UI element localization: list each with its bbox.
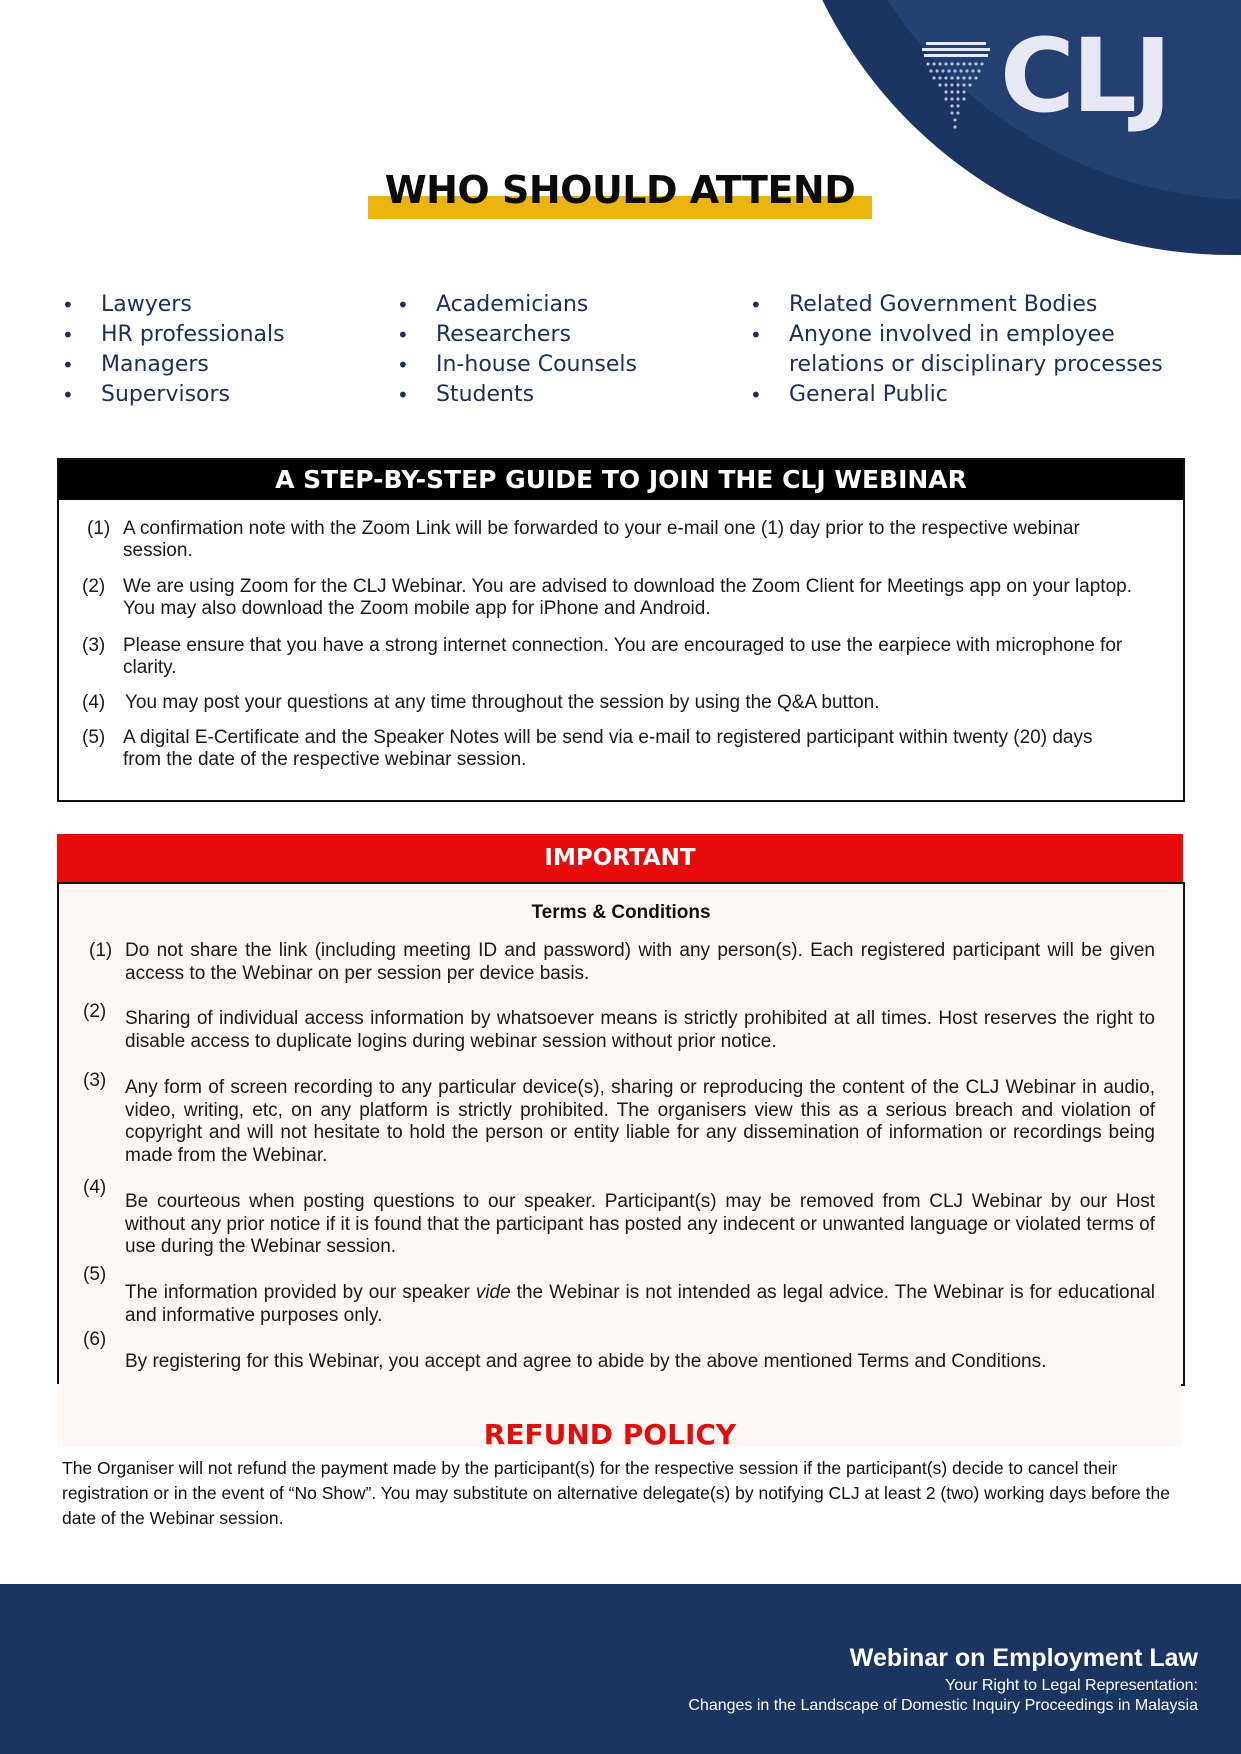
- terms-box: [57, 882, 1185, 1386]
- refund-policy-text: The Organiser will not refund the payment made by the participant(s) for the respective session if the participant(s) decide to cancel their registration or in the event of “No Show”. You may substitute on alternative delegate(s) by notifying CLJ at least 2 (two) working days before the date of the Webinar session.: [62, 1458, 1170, 1528]
- audience-column-2: [399, 290, 637, 410]
- audience-item: • Lawyers: [64, 290, 285, 320]
- step-text: Please ensure that you have a strong internet connection. You are encouraged to use the earpiece with microphone for clarity.: [123, 635, 1123, 678]
- audience-item: • Researchers: [399, 320, 637, 350]
- audience-item: • In-house Counsels: [399, 350, 637, 380]
- step-text: A digital E-Certificate and the Speaker Notes will be send via e-mail to registered participant within twenty (20) days from the date of the respective webinar session.: [123, 727, 1093, 770]
- step-text: You may post your questions at any time throughout the session by using the Q&A button.: [125, 692, 880, 713]
- audience-item: • HR professionals: [64, 320, 285, 350]
- term-text: Do not share the link (including meeting ID and password) with any person(s). Each registered participant will be given access to the Webinar on per session per device basis.: [125, 940, 1155, 984]
- term-number: (5): [83, 1264, 107, 1285]
- term-text: By registering for this Webinar, you accept and agree to abide by the above mentioned Terms and Conditions.: [125, 1351, 1047, 1372]
- term-number: (3): [83, 1070, 107, 1091]
- audience-column-3: [752, 290, 1182, 410]
- audience-item: • General Public: [752, 380, 1182, 410]
- audience-column-1: [64, 290, 285, 410]
- step-text: We are using Zoom for the CLJ Webinar. You are advised to download the Zoom Client for Meetings app on your laptop. You may also download the Zoom mobile app for iPhone and Android.: [123, 576, 1132, 619]
- terms-title: Terms & Conditions: [531, 902, 711, 923]
- audience-item: • Supervisors: [64, 380, 285, 410]
- audience-item: • Students: [399, 380, 637, 410]
- step-text: A confirmation note with the Zoom Link will be forwarded to your e-mail one (1) day prior to the respective webinar session.: [123, 518, 1080, 561]
- column-dots-icon: [920, 40, 992, 130]
- audience-item: • Academicians: [399, 290, 637, 320]
- term-number: (2): [83, 1001, 107, 1022]
- step-number: (4): [82, 692, 106, 713]
- important-header: IMPORTANT: [57, 834, 1183, 882]
- guide-title: A STEP-BY-STEP GUIDE TO JOIN THE CLJ WEBINAR: [59, 460, 1183, 500]
- term-text: Any form of screen recording to any particular device(s), sharing or reproducing the content of the CLJ Webinar in audio, video, writing, etc, on any platform is strictly prohibited. The organisers view this as a serious breach and violation of copyright and will not hesitate to hold the person or entity liable for any dissemination of information or recordings being made from the Webinar.: [125, 1077, 1155, 1166]
- step-number: (5): [82, 727, 106, 748]
- clj-logo: [920, 17, 1205, 136]
- webinar-subtitle-line1: Your Right to Legal Representation:: [945, 1677, 1198, 1694]
- footer-bar: [0, 1584, 1241, 1754]
- webinar-guide-box: [57, 458, 1185, 802]
- refund-policy-title: REFUND POLICY: [483, 1418, 737, 1451]
- term-text: Be courteous when posting questions to our speaker. Participant(s) may be removed from CLJ Webinar by our Host without any prior notice if it is found that the participant has posted any indecent or unwanted language or violated terms of use during the Webinar session.: [125, 1191, 1155, 1257]
- webinar-title: Webinar on Employment Law: [849, 1644, 1198, 1672]
- step-number: (3): [82, 635, 106, 656]
- term-number: (6): [83, 1329, 107, 1350]
- audience-item: • Anyone involved in employee relations or disciplinary processes: [752, 320, 1182, 380]
- logo-wordmark: CLJ: [1000, 17, 1169, 136]
- webinar-subtitle-line2: Changes in the Landscape of Domestic Inquiry Proceedings in Malaysia: [688, 1697, 1198, 1714]
- who-should-attend-title: WHO SHOULD ATTEND: [384, 168, 856, 212]
- audience-item: • Managers: [64, 350, 285, 380]
- step-number: (1): [87, 518, 111, 539]
- term-number: (1): [89, 940, 113, 961]
- audience-item: • Related Government Bodies: [752, 290, 1182, 320]
- term-text: The information provided by our speaker vide the Webinar is not intended as legal advice. The Webinar is for educational and informative purposes only.: [125, 1282, 1155, 1326]
- term-text: Sharing of individual access information by whatsoever means is strictly prohibited at all times. Host reserves the right to disable access to duplicate logins during webinar session without prior notice.: [125, 1008, 1155, 1052]
- step-number: (2): [82, 576, 106, 597]
- term-number: (4): [83, 1177, 107, 1198]
